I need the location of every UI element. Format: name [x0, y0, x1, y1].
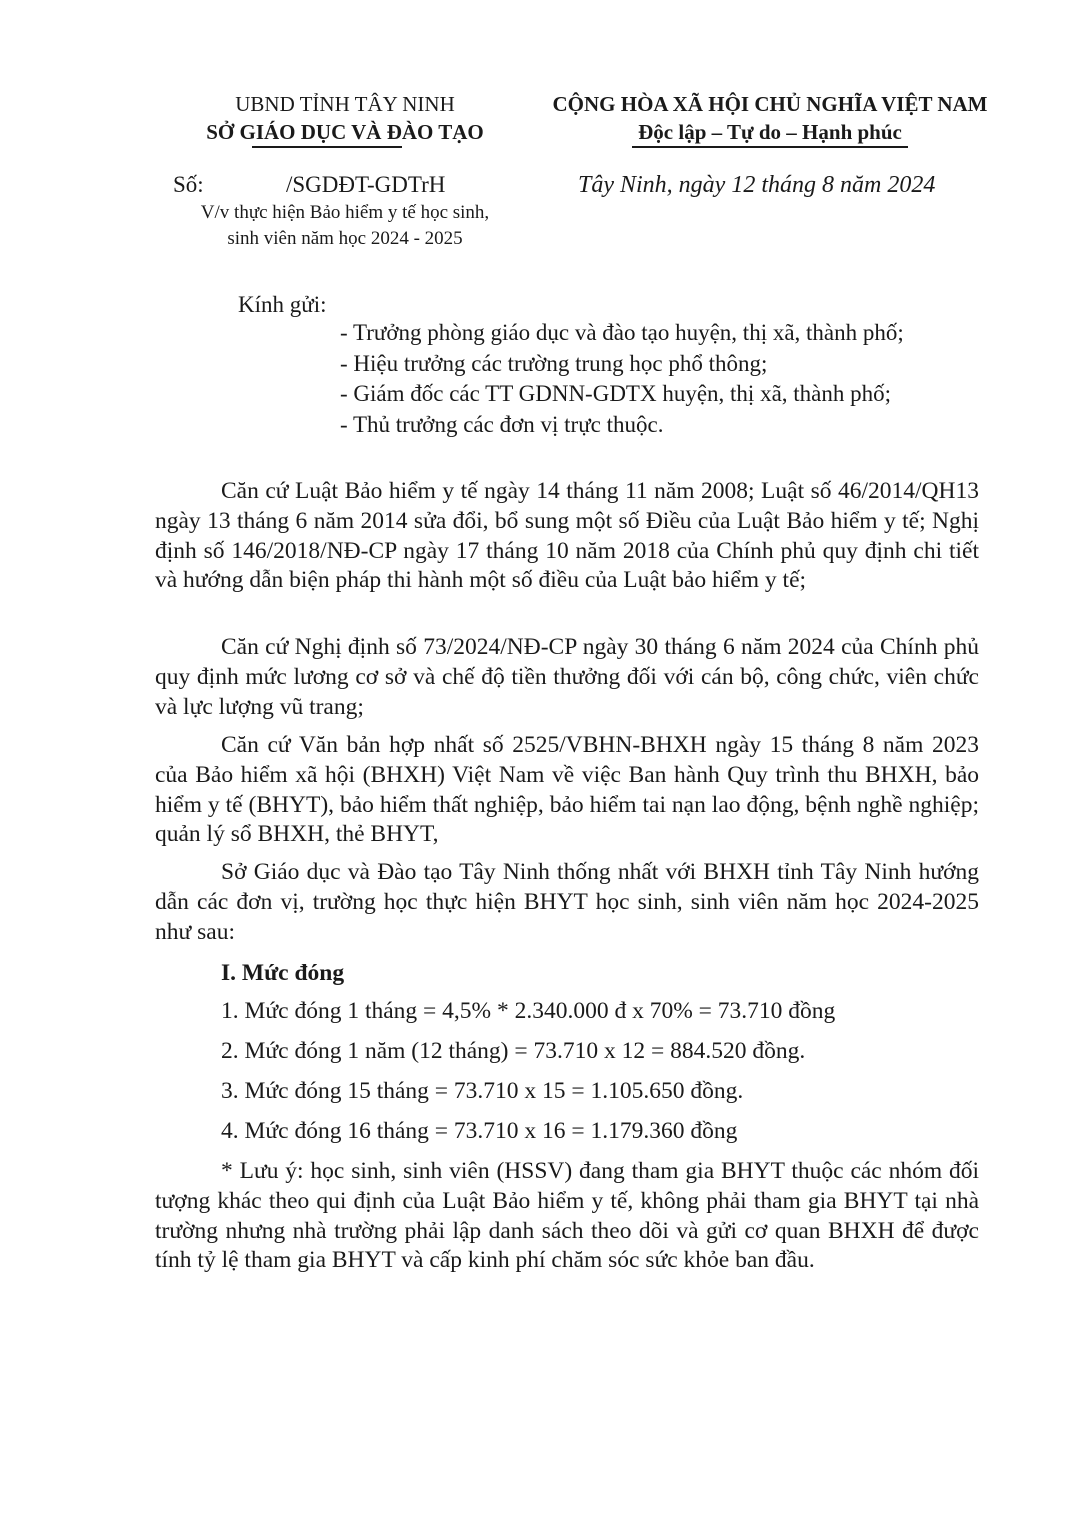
issuing-agency-parent: UBND TỈNH TÂY NINH — [235, 92, 455, 116]
agency-underline — [252, 146, 402, 148]
recipients-label: Kính gửi: — [238, 292, 327, 317]
doc-subject-line2: sinh viên năm học 2024 - 2025 — [227, 228, 463, 249]
recipient-item: - Thủ trưởng các đơn vị trực thuộc. — [340, 411, 664, 437]
note-paragraph: * Lưu ý: học sinh, sinh viên (HSSV) đang tham gia BHYT thuộc các nhóm đối tượng khác theo qui định của Luật Bảo hiểm y tế, không phải tham gia BHYT tại nhà trường nhưng nhà trường phải lập danh sách theo dõi và gửi cơ quan BHXH để được tính tỷ lệ tham gia BHYT và cấp kinh phí chăm sóc sức khỏe ban đầu. — [155, 1158, 979, 1274]
fee-item: 2. Mức đóng 1 năm (12 tháng) = 73.710 x 12 = 884.520 đồng. — [221, 1038, 806, 1064]
issuing-agency-name: SỞ GIÁO DỤC VÀ ĐÀO TẠO — [206, 120, 484, 144]
body-paragraph: Sở Giáo dục và Đào tạo Tây Ninh thống nhất với BHXH tỉnh Tây Ninh hướng dẫn các đơn vị, trường học thực hiện BHYT học sinh, sinh viên năm học 2024-2025 như sau: — [155, 859, 979, 945]
body-paragraph: Căn cứ Luật Bảo hiểm y tế ngày 14 tháng 11 năm 2008; Luật số 46/2014/QH13 ngày 13 tháng 6 năm 2014 sửa đổi, bổ sung một số Điều của Luật Bảo hiểm y tế; Nghị định số 146/2018/NĐ-CP ngày 17 tháng 10 năm 2018 của Chính phủ quy định chi tiết và hướng dẫn biện pháp thi hành một số điều của Luật bảo hiểm y tế; — [155, 478, 979, 594]
recipient-item: - Hiệu trưởng các trường trung học phổ thông; — [340, 350, 768, 376]
fee-item: 4. Mức đóng 16 tháng = 73.710 x 16 = 1.179.360 đồng — [221, 1118, 738, 1144]
motto-underline — [632, 146, 908, 148]
doc-number-label: Số: — [173, 172, 204, 197]
fee-item: 1. Mức đóng 1 tháng = 4,5% * 2.340.000 đ x 70% = 73.710 đồng — [221, 998, 836, 1024]
recipient-item: - Trưởng phòng giáo dục và đào tạo huyện, thị xã, thành phố; — [340, 320, 904, 345]
doc-date: Tây Ninh, ngày 12 tháng 8 năm 2024 — [578, 172, 936, 198]
national-title: CỘNG HÒA XÃ HỘI CHỦ NGHĨA VIỆT NAM — [552, 92, 988, 116]
recipients-list — [340, 318, 904, 440]
section-title: I. Mức đóng — [221, 960, 345, 986]
fee-item: 3. Mức đóng 15 tháng = 73.710 x 15 = 1.105.650 đồng. — [221, 1078, 744, 1104]
doc-subject — [150, 200, 540, 252]
body-paragraph: Căn cứ Văn bản hợp nhất số 2525/VBHN-BHXH ngày 15 tháng 8 năm 2023 của Bảo hiểm xã hội (BHXH) Việt Nam về việc Ban hành Quy trình thu BHXH, bảo hiểm y tế (BHYT), bảo hiểm thất nghiệp, bảo hiểm tai nạn lao động, bệnh nghề nghiệp; quản lý sổ BHXH, thẻ BHYT, — [155, 732, 979, 848]
issuing-agency-block — [150, 90, 540, 146]
national-motto-block — [520, 90, 1020, 146]
doc-subject-line1: V/v thực hiện Bảo hiểm y tế học sinh, — [200, 202, 490, 223]
doc-number-value: /SGDĐT-GDTrH — [286, 172, 446, 197]
recipient-item: - Giám đốc các TT GDNN-GDTX huyện, thị xã, thành phố; — [340, 381, 892, 406]
body-paragraph: Căn cứ Nghị định số 73/2024/NĐ-CP ngày 30 tháng 6 năm 2024 của Chính phủ quy định mức lương cơ sở và chế độ tiền thưởng đối với cán bộ, công chức, viên chức và lực lượng vũ trang; — [155, 634, 979, 720]
national-motto: Độc lập – Tự do – Hạnh phúc — [638, 120, 902, 144]
